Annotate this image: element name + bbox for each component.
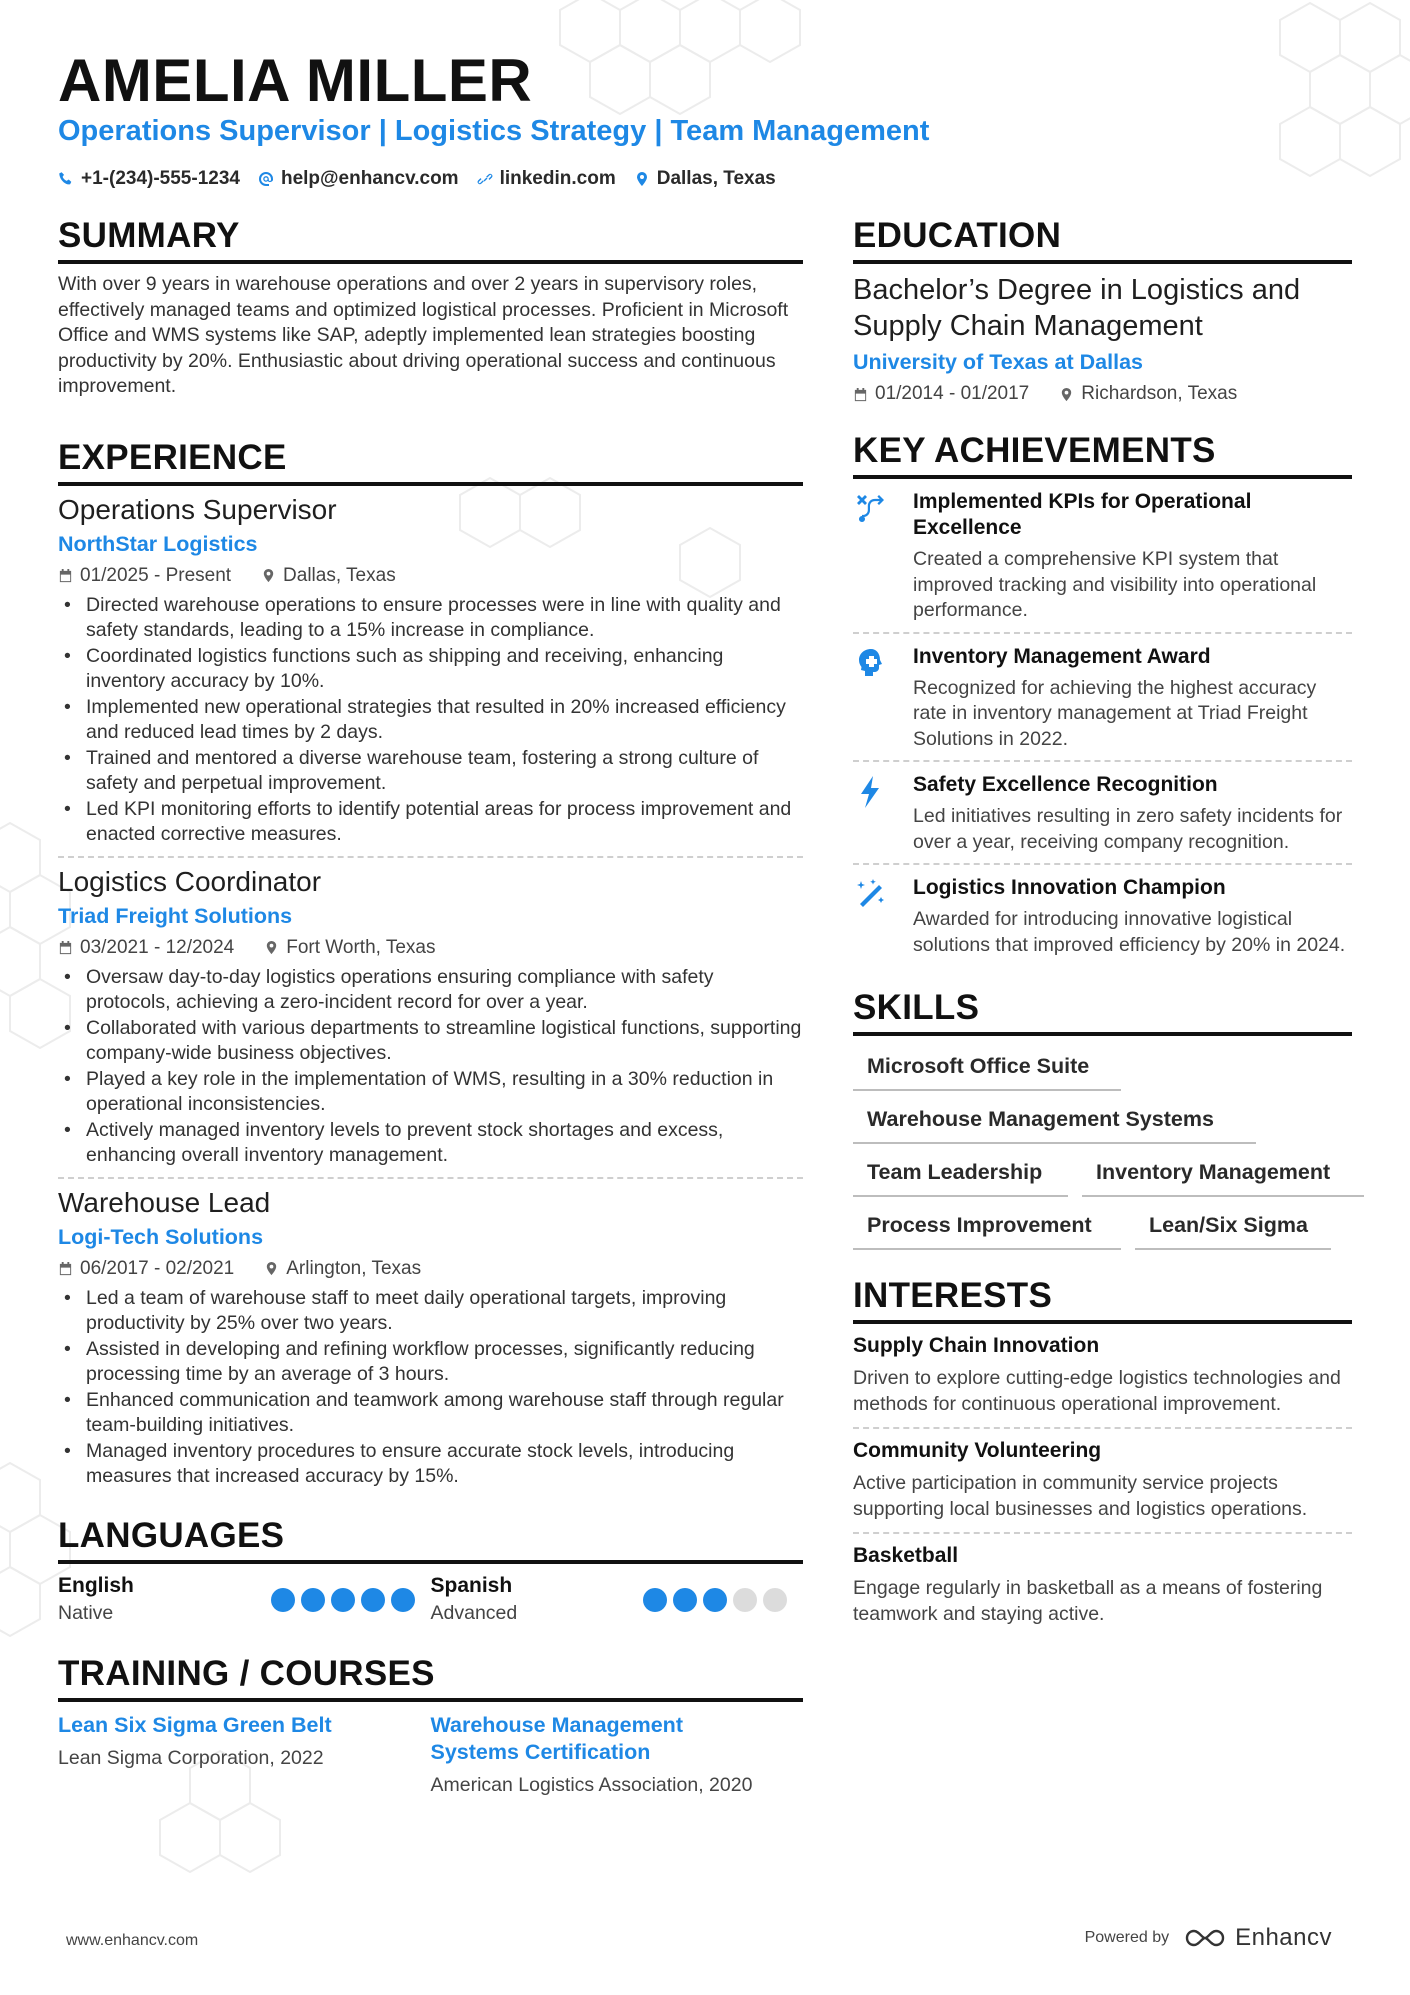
interest-title: Supply Chain Innovation [853, 1334, 1100, 1357]
achievement-title: Safety Excellence Recognition [913, 773, 1218, 796]
contact-location-text: Dallas, Texas [656, 168, 776, 189]
language-level: Advanced [430, 1601, 518, 1624]
calendar-icon [58, 940, 73, 955]
training-name: Warehouse Management Systems Certification [430, 1712, 683, 1764]
bullet-item: • Enhanced communication and teamwork among warehouse staff through regular team-building initiatives. [58, 1388, 803, 1439]
bullet-item: • Managed inventory procedures to ensure accurate stock levels, introducing measures that increased accuracy by 15%. [58, 1439, 803, 1490]
powered-by-label: Powered by [1084, 1929, 1170, 1946]
contact-bar [58, 168, 776, 190]
job-dates [58, 565, 231, 587]
education-location-text: Richardson, Texas [1081, 383, 1238, 404]
achievement-icon-wrap [853, 772, 913, 855]
achievement-title: Implemented KPIs for Operational Excellence [913, 490, 1252, 539]
achievement-description: Led initiatives resulting in zero safety incidents for over a year, receiving company recognition. [913, 805, 1343, 853]
experience-section [58, 438, 803, 1490]
achievements-section [853, 431, 1352, 966]
magic-wand-icon [853, 877, 889, 913]
job-bullets [58, 593, 803, 848]
rating-dot-filled [391, 1588, 415, 1612]
job-dates-text: 01/2025 - Present [80, 564, 232, 586]
rating-dot-filled [331, 1588, 355, 1612]
language-item [431, 1574, 804, 1630]
training-list [58, 1712, 803, 1798]
bullet-item: • Actively managed inventory levels to prevent stock shortages and excess, enhancing overall inventory management. [58, 1118, 803, 1169]
training-org: American Logistics Association, 2020 [430, 1773, 753, 1796]
job-location-text: Fort Worth, Texas [286, 936, 436, 958]
brand-name: Enhancv [1235, 1924, 1332, 1951]
location-icon [1059, 387, 1074, 402]
interest-description: Engage regularly in basketball as a means of fostering teamwork and staying active. [853, 1577, 1323, 1625]
job-title: Warehouse Lead [58, 1186, 271, 1218]
job-meta [58, 1258, 803, 1280]
education-section [853, 216, 1352, 405]
bullet-item: • Led KPI monitoring efforts to identify potential areas for process improvement and enacted corrective measures. [58, 797, 803, 848]
job-location [264, 937, 435, 959]
training-section [58, 1654, 803, 1798]
entry-divider [58, 1177, 803, 1179]
contact-location [634, 168, 776, 190]
job-location [261, 565, 396, 587]
at-icon [258, 171, 274, 187]
degree-title: Bachelor’s Degree in Logistics and Supply Chain Management [853, 274, 1301, 342]
phone-icon [58, 171, 74, 187]
language-rating [271, 1588, 415, 1612]
bullet-item: • Assisted in developing and refining workflow processes, significantly reducing processing time by an average of 3 hours. [58, 1337, 803, 1388]
school-name: University of Texas at Dallas [853, 350, 1143, 374]
achievement-item [853, 762, 1352, 865]
achievement-icon-wrap [853, 644, 913, 753]
experience-entry [58, 1187, 803, 1490]
contact-phone[interactable] [58, 168, 240, 190]
languages-title: LANGUAGES [58, 1516, 803, 1564]
achievement-description: Awarded for introducing innovative logistical solutions that improved efficiency by 20% in 2024. [913, 908, 1346, 956]
brand-logo [1183, 1924, 1332, 1952]
languages-section [58, 1516, 803, 1630]
interest-title: Community Volunteering [853, 1439, 1102, 1462]
rating-dot-filled [361, 1588, 385, 1612]
interest-title: Basketball [853, 1544, 959, 1567]
footer-branding[interactable] [1085, 1924, 1332, 1952]
job-location [264, 1258, 421, 1280]
rating-dot-filled [271, 1588, 295, 1612]
company-name: Triad Freight Solutions [58, 903, 293, 928]
contact-linkedin[interactable] [477, 168, 616, 190]
calendar-icon [853, 387, 868, 402]
contact-linkedin-text: linkedin.com [499, 168, 616, 189]
contact-email-text: help@enhancv.com [280, 168, 459, 189]
left-column [58, 216, 803, 1798]
headline: Operations Supervisor | Logistics Strategy | Team Management [58, 115, 930, 147]
right-column [853, 216, 1352, 1637]
experience-entry [58, 866, 803, 1179]
job-title: Logistics Coordinator [58, 865, 322, 897]
interest-description: Active participation in community service projects supporting local businesses and logistics operations. [853, 1472, 1308, 1520]
education-location [1059, 383, 1237, 405]
footer-website[interactable]: www.enhancv.com [66, 1932, 199, 1949]
job-bullets [58, 965, 803, 1169]
contact-email[interactable] [258, 168, 459, 190]
skills-list [853, 1050, 1373, 1250]
achievement-item [853, 634, 1352, 763]
location-icon [264, 1261, 279, 1276]
bullet-item: • Implemented new operational strategies that resulted in 20% increased efficiency and reduced lead times by 2 days. [58, 695, 803, 746]
skill-tag: Team Leadership [853, 1156, 1068, 1197]
link-icon [477, 171, 493, 187]
interest-item [853, 1429, 1352, 1534]
job-bullets [58, 1286, 803, 1490]
enhancv-logo-icon [1183, 1926, 1227, 1950]
skills-section [853, 988, 1352, 1250]
rating-dot-filled [673, 1588, 697, 1612]
education-title: EDUCATION [853, 216, 1352, 264]
calendar-icon [58, 1261, 73, 1276]
lightning-icon [853, 774, 889, 810]
education-meta [853, 383, 1352, 405]
achievement-icon-wrap [853, 489, 913, 624]
company-name: NorthStar Logistics [58, 531, 258, 556]
achievement-title: Inventory Management Award [913, 644, 1211, 668]
training-item [58, 1712, 431, 1798]
summary-text: With over 9 years in warehouse operations and over 2 years in supervisory roles, effectively managed teams and optimized logistical processes. Proficient in Microsoft Office and WMS systems like SAP, adeptly implemented lean strategies boosting productivity by 20%. Enthusiastic about driving operational success and continuous improvement. [58, 273, 789, 397]
bullet-item: • Led a team of warehouse staff to meet daily operational targets, improving productivity by 25% over two years. [58, 1286, 803, 1337]
job-dates [58, 937, 234, 959]
achievement-description: Recognized for achieving the highest accuracy rate in inventory management at Triad Freight Solutions in 2022. [913, 676, 1317, 750]
skill-tag: Microsoft Office Suite [853, 1050, 1121, 1091]
language-rating [643, 1588, 787, 1612]
job-meta [58, 565, 803, 587]
interest-description: Driven to explore cutting-edge logistics technologies and methods for continuous operational improvement. [853, 1367, 1341, 1415]
training-org: Lean Sigma Corporation, 2022 [58, 1746, 324, 1769]
achievement-title: Logistics Innovation Champion [913, 876, 1226, 899]
location-icon [261, 568, 276, 583]
job-location-text: Dallas, Texas [283, 564, 396, 586]
achievement-description: Created a comprehensive KPI system that improved tracking and visibility into operational performance. [913, 548, 1317, 621]
interest-item [853, 1534, 1352, 1637]
job-dates [58, 1258, 234, 1280]
education-dates-text: 01/2014 - 01/2017 [875, 383, 1030, 404]
summary-title: SUMMARY [58, 216, 803, 264]
job-location-text: Arlington, Texas [286, 1257, 422, 1279]
training-title: TRAINING / COURSES [58, 1654, 803, 1702]
experience-entry [58, 494, 803, 858]
skill-tag: Process Improvement [853, 1209, 1121, 1250]
contact-phone-text: +1-(234)-555-1234 [81, 168, 240, 189]
skill-tag: Warehouse Management Systems [853, 1103, 1256, 1144]
skill-tag: Lean/Six Sigma [1135, 1209, 1331, 1250]
languages-list [58, 1574, 803, 1630]
language-item [58, 1574, 431, 1630]
entry-divider [58, 856, 803, 858]
job-title: Operations Supervisor [58, 493, 337, 525]
rating-dot-empty [733, 1588, 757, 1612]
bullet-item: • Collaborated with various departments to streamline logistical functions, supporting company-wide business objectives. [58, 1016, 803, 1067]
language-name: Spanish [430, 1573, 513, 1597]
achievements-title: KEY ACHIEVEMENTS [853, 431, 1352, 479]
achievement-item [853, 865, 1352, 966]
interest-item [853, 1324, 1352, 1429]
achievement-icon-wrap [853, 875, 913, 958]
head-icon [853, 646, 889, 682]
bullet-item: • Directed warehouse operations to ensure processes were in line with quality and safety standards, leading to a 15% increase in compliance. [58, 593, 803, 644]
language-name: English [58, 1573, 134, 1597]
interests-title: INTERESTS [853, 1276, 1352, 1324]
rating-dot-empty [763, 1588, 787, 1612]
training-name: Lean Six Sigma Green Belt [58, 1712, 332, 1737]
education-dates [853, 383, 1029, 405]
location-icon [264, 940, 279, 955]
skills-title: SKILLS [853, 988, 1352, 1036]
rating-dot-filled [301, 1588, 325, 1612]
experience-title: EXPERIENCE [58, 438, 803, 486]
bullet-item: • Coordinated logistics functions such as shipping and receiving, enhancing inventory accuracy by 10%. [58, 644, 803, 695]
interests-section [853, 1276, 1352, 1637]
company-name: Logi-Tech Solutions [58, 1224, 264, 1249]
summary-section [58, 216, 803, 400]
job-meta [58, 937, 803, 959]
job-dates-text: 03/2021 - 12/2024 [80, 936, 235, 958]
rating-dot-filled [703, 1588, 727, 1612]
candidate-name: AMELIA MILLER [58, 47, 533, 114]
rating-dot-filled [643, 1588, 667, 1612]
language-level: Native [58, 1601, 114, 1624]
bullet-item: • Oversaw day-to-day logistics operations ensuring compliance with safety protocols, achieving a zero-incident record for over a year. [58, 965, 803, 1016]
training-item [431, 1712, 804, 1798]
calendar-icon [58, 568, 73, 583]
achievement-item [853, 479, 1352, 634]
bullet-item: • Trained and mentored a diverse warehouse team, fostering a strong culture of safety and perpetual improvement. [58, 746, 803, 797]
skill-tag: Inventory Management [1082, 1156, 1364, 1197]
route-icon [853, 491, 889, 527]
job-dates-text: 06/2017 - 02/2021 [80, 1257, 235, 1279]
bullet-item: • Played a key role in the implementation of WMS, resulting in a 30% reduction in operational inconsistencies. [58, 1067, 803, 1118]
location-icon [634, 171, 650, 187]
